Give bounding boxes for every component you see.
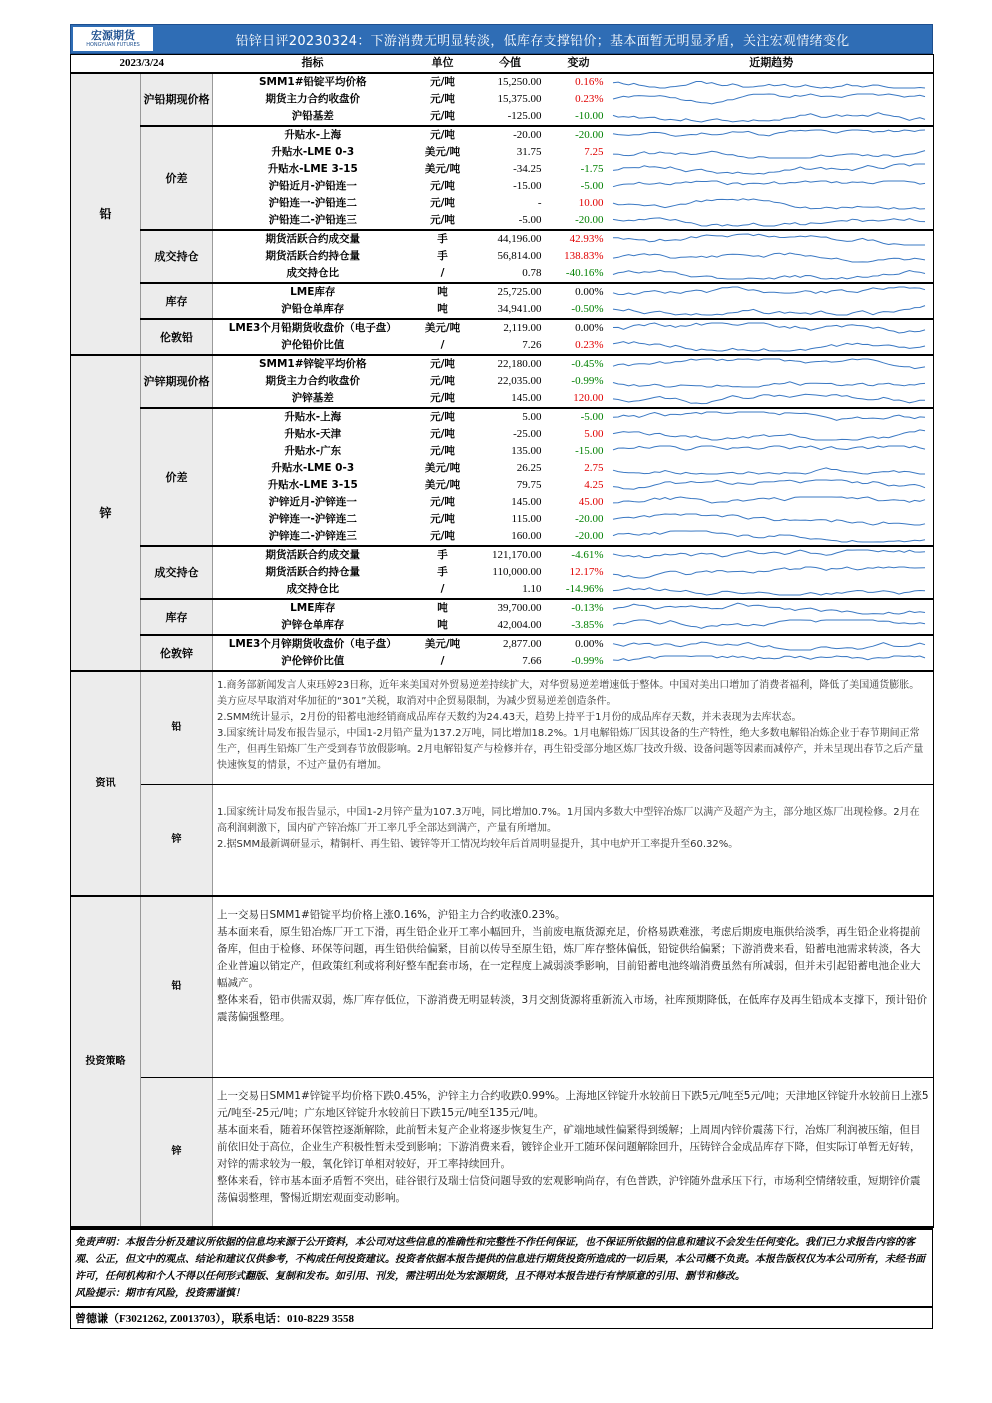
unit-cell: 元/吨	[430, 375, 455, 387]
value-cell: 0.78	[473, 265, 548, 283]
change-cell: 0.23%	[548, 337, 610, 355]
trend-line	[613, 412, 925, 420]
trend-line	[613, 497, 925, 503]
trend-sparkline	[610, 478, 928, 493]
strategy-lead-text	[213, 897, 934, 1077]
trend-sparkline	[610, 266, 928, 281]
trend-line	[613, 323, 925, 333]
news-table	[70, 672, 934, 897]
trend-cell	[610, 546, 934, 564]
trend-cell	[610, 248, 934, 265]
indicator-name: 期货活跃合约持仓量	[265, 566, 360, 578]
trend-sparkline	[610, 196, 928, 211]
trend-line	[613, 164, 925, 174]
trend-sparkline	[610, 179, 928, 194]
indicator-name: LME库存	[290, 286, 336, 298]
value-cell: -20.00	[513, 129, 542, 141]
group-label: 成交持仓	[141, 230, 213, 283]
change-cell: -40.16%	[548, 265, 610, 283]
unit-cell: 元/吨	[430, 197, 455, 209]
value-cell: 160.00	[473, 528, 548, 546]
trend-line	[613, 270, 925, 279]
trend-sparkline	[610, 128, 928, 143]
trend-cell	[610, 355, 934, 373]
value-cell: 1.10	[473, 581, 548, 599]
indicator-name: 沪伦铅价比值	[213, 337, 413, 355]
trend-line	[613, 567, 925, 578]
change-cell: 0.00%	[575, 286, 604, 298]
unit-cell: 手	[437, 566, 448, 578]
table-row	[71, 126, 934, 144]
header-trend: 近期趋势	[610, 55, 934, 74]
change-cell: -0.45%	[571, 358, 604, 370]
unit-cell: 美元/吨	[424, 146, 461, 158]
strategy-lead-label: 铅	[141, 897, 213, 1077]
unit-cell: 美元/吨	[424, 462, 461, 474]
change-cell: 10.00	[578, 197, 604, 209]
unit-cell: 元/吨	[430, 180, 455, 192]
change-cell: -5.00	[580, 411, 604, 423]
header-indicator: 指标	[213, 55, 413, 74]
value-cell: 25,725.00	[497, 286, 542, 298]
report-title: 铅锌日评20230324：下游消费无明显转淡，低库存支撑铅价；基本面暂无明显矛盾，关注宏观情绪变化	[235, 33, 850, 49]
change-cell: 12.17%	[569, 566, 604, 578]
lead-category-label: 铅	[71, 73, 141, 355]
logo-main-text: 宏源期货	[91, 29, 135, 42]
unit-cell: /	[413, 337, 473, 355]
change-cell: -20.00	[548, 528, 610, 546]
value-cell: -25.00	[513, 428, 542, 440]
company-logo	[73, 27, 153, 51]
group-label: 库存	[141, 283, 213, 319]
indicator-name: SMM1#铅锭平均价格	[258, 76, 367, 88]
trend-cell	[610, 494, 934, 511]
strategy-lead-body: 上一交易日SMM1#铅锭平均价格上涨0.16%，沪铅主力合约收涨0.23%。 基本面来看，原生铅冶炼厂开工下滑，再生铅企业开工率小幅回升，当前废电瓶货源充足，价格易跌难涨，考虑后期废电瓶供给淡季，再生铅企业将提前备库，但由于检修、环保等问题，再生铅供给偏紧，目前以传导至原生铅，炼厂库存整体偏低，铅锭供给偏紧；下游消费来看，铅蓄电池需求转淡，各大企业普遍以销定产，但政策红利或将利好整车配套市场，在一定程度上减弱淡季影响，目前铅蓄电池终端消费虽然有所减弱，但并未引起铅蓄电池企业大幅减产。 整体来看，铅市供需双弱，炼厂库存低位，下游消费无明显转淡，3月交割货源将重新流入市场，社库预期降低，在低库存及再生铅成本支撑下，预计铅价震荡偏强整理。	[217, 909, 928, 1023]
unit-cell: 美元/吨	[424, 638, 461, 650]
trend-sparkline	[610, 495, 928, 510]
indicator-name: 沪铅基差	[213, 108, 413, 126]
indicator-name: 升贴水-广东	[284, 445, 342, 457]
trend-line	[613, 480, 925, 489]
trend-line	[613, 359, 925, 369]
trend-line	[613, 656, 925, 661]
trend-cell	[610, 212, 934, 230]
trend-line	[613, 181, 925, 187]
group-label: 沪锌期现价格	[141, 355, 213, 408]
unit-cell: 元/吨	[430, 513, 455, 525]
unit-cell: 手	[437, 233, 448, 245]
indicator-name: 沪锌基差	[213, 390, 413, 408]
indicator-name: 沪锌仓单库存	[213, 617, 413, 635]
value-cell: 121,170.00	[492, 549, 542, 561]
trend-line	[613, 287, 925, 295]
indicator-name: 期货活跃合约成交量	[265, 233, 360, 245]
value-cell: -125.00	[473, 108, 548, 126]
news-lead-body: 1.商务部新闻发言人束珏婷23日称，近年来美国对外贸易逆差持续扩大，对华贸易逆差增速低于整体。中国对美出口增加了消费者福利，降低了美国通货膨胀。美方应尽早取消对华加征的“301”关税，取消对中企贸易限制，为减少贸易逆差创造条件。 2.SMM统计显示，2月份的铅蓄电池经销商成品库存天数约为24.43天，趋势上持平于1月份的成品库存天数，并未表现为去库状态。 3.国家统计局发布报告显示，中国1-2月铅产量为137.2万吨，同比增加18.2%。1月电解铅炼厂因其设备的生产特性，绝大多数电解铅冶炼企业于春节期间正常生产，但再生铅炼厂生产受到春节放假影响。2月电解铅复产与检修并存，再生铅受部分地区炼厂技改升级、设备问题等因素而减停产，并未呈现出春节之后产量快速恢复的情景，不过产量仍有增加。	[217, 680, 924, 771]
change-cell: -0.99%	[571, 375, 604, 387]
trend-cell	[610, 73, 934, 91]
trend-line	[613, 394, 925, 403]
trend-line	[613, 199, 925, 209]
trend-sparkline	[610, 338, 928, 353]
market-data-table	[70, 54, 934, 672]
trend-sparkline	[610, 302, 928, 317]
trend-sparkline	[610, 374, 928, 389]
news-lead-label: 铅	[141, 672, 213, 785]
header-value: 今值	[473, 55, 548, 74]
trend-sparkline	[610, 548, 928, 563]
table-row	[71, 599, 934, 617]
table-header-row	[71, 55, 934, 74]
change-cell: 0.00%	[575, 322, 604, 334]
trend-cell	[610, 581, 934, 599]
indicator-name: 升贴水-LME 3-15	[267, 163, 358, 175]
unit-cell: 元/吨	[413, 108, 473, 126]
indicator-name: LME库存	[290, 602, 336, 614]
trend-line	[613, 446, 925, 450]
trend-cell	[610, 144, 934, 161]
unit-cell: 吨	[413, 617, 473, 635]
change-cell: -4.61%	[571, 549, 604, 561]
value-cell: 42,004.00	[473, 617, 548, 635]
change-cell: -5.00	[580, 180, 604, 192]
trend-line	[613, 588, 925, 595]
trend-cell	[610, 511, 934, 528]
group-label: 库存	[141, 599, 213, 635]
indicator-name: 沪铅连二-沪铅连三	[213, 212, 413, 230]
trend-line	[613, 382, 925, 387]
trend-sparkline	[610, 213, 928, 228]
unit-cell: /	[413, 581, 473, 599]
value-cell: 110,000.00	[492, 566, 542, 578]
unit-cell: 元/吨	[430, 445, 455, 457]
trend-line	[613, 253, 925, 262]
change-cell: 7.25	[584, 146, 604, 158]
change-cell: 42.93%	[569, 233, 604, 245]
trend-cell	[610, 426, 934, 443]
trend-cell	[610, 528, 934, 546]
report-banner	[70, 24, 933, 54]
trend-cell	[610, 108, 934, 126]
trend-line	[613, 151, 925, 158]
indicator-name: 期货活跃合约持仓量	[265, 250, 360, 262]
indicator-name: 升贴水-天津	[284, 428, 342, 440]
indicator-name: 沪铅连一-沪铅连二	[268, 197, 357, 209]
trend-sparkline	[610, 249, 928, 264]
zinc-category-label: 锌	[71, 355, 141, 671]
unit-cell: 吨	[413, 301, 473, 319]
indicator-name: 期货活跃合约成交量	[265, 549, 360, 561]
indicator-name: 沪伦锌价比值	[213, 653, 413, 671]
unit-cell: 美元/吨	[424, 322, 461, 334]
trend-line	[613, 550, 925, 558]
value-cell: 7.26	[473, 337, 548, 355]
change-cell: 4.25	[584, 479, 604, 491]
trend-line	[613, 113, 925, 122]
unit-cell: 吨	[437, 286, 448, 298]
trend-sparkline	[610, 285, 928, 300]
value-cell: 44,196.00	[497, 233, 542, 245]
value-cell: 115.00	[511, 513, 542, 525]
strategy-zinc-label: 锌	[141, 1077, 213, 1227]
trend-cell	[610, 319, 934, 337]
indicator-name: 期货主力合约收盘价	[265, 93, 360, 105]
trend-line	[613, 82, 925, 89]
author-contact: 曾德谦（F3021262, Z0013703），联系电话：010-8229 3558	[70, 1307, 933, 1329]
trend-cell	[610, 635, 934, 653]
value-cell: -34.25	[513, 163, 542, 175]
unit-cell: /	[413, 265, 473, 283]
trend-cell	[610, 265, 934, 283]
trend-line	[613, 603, 925, 614]
change-cell: -3.85%	[548, 617, 610, 635]
value-cell: 145.00	[511, 496, 542, 508]
trend-line	[613, 342, 925, 351]
trend-cell	[610, 477, 934, 494]
value-cell: 79.75	[516, 479, 542, 491]
trend-sparkline	[610, 582, 928, 597]
strategy-table	[70, 897, 934, 1228]
trend-sparkline	[610, 75, 928, 90]
report-date: 2023/3/24	[71, 55, 213, 74]
trend-sparkline	[610, 461, 928, 476]
indicator-name: 沪锌近月-沪锌连一	[268, 496, 357, 508]
unit-cell: 元/吨	[430, 76, 455, 88]
group-label: 价差	[141, 126, 213, 230]
trend-sparkline	[610, 162, 928, 177]
trend-sparkline	[610, 654, 928, 669]
table-row	[71, 355, 934, 373]
unit-cell: 吨	[437, 602, 448, 614]
group-label: 伦敦锌	[141, 635, 213, 671]
trend-sparkline	[610, 618, 928, 633]
unit-cell: 美元/吨	[424, 479, 461, 491]
disclaimer	[70, 1228, 933, 1307]
indicator-name: LME3个月铅期货收盘价（电子盘）	[228, 322, 397, 334]
change-cell: -20.00	[575, 129, 604, 141]
value-cell: 2,877.00	[503, 638, 542, 650]
change-cell: 5.00	[584, 428, 604, 440]
trend-cell	[610, 301, 934, 319]
change-cell: -0.50%	[548, 301, 610, 319]
table-row	[71, 319, 934, 337]
trend-line	[613, 531, 925, 542]
trend-sparkline	[610, 391, 928, 406]
trend-line	[613, 620, 925, 628]
change-cell: 0.00%	[575, 638, 604, 650]
unit-cell: 元/吨	[430, 428, 455, 440]
table-row	[71, 408, 934, 426]
table-row	[71, 73, 934, 91]
trend-cell	[610, 230, 934, 248]
indicator-name: 成交持仓比	[213, 581, 413, 599]
news-lead-text	[213, 672, 934, 785]
news-zinc-text	[213, 785, 934, 897]
indicator-name: 沪铅近月-沪铅连一	[268, 180, 357, 192]
trend-sparkline	[610, 529, 928, 544]
value-cell: 5.00	[522, 411, 542, 423]
table-row	[71, 283, 934, 301]
table-row	[71, 546, 934, 564]
trend-cell	[610, 178, 934, 195]
indicator-name: 沪锌连一-沪锌连二	[268, 513, 357, 525]
unit-cell: 元/吨	[430, 129, 455, 141]
value-cell: 39,700.00	[497, 602, 542, 614]
change-cell: 2.75	[584, 462, 604, 474]
indicator-name: SMM1#锌锭平均价格	[258, 358, 367, 370]
value-cell: 2,119.00	[503, 322, 542, 334]
indicator-name: 升贴水-LME 0-3	[271, 462, 355, 474]
trend-line	[613, 130, 925, 136]
trend-cell	[610, 337, 934, 355]
unit-cell: 元/吨	[413, 390, 473, 408]
trend-sparkline	[610, 427, 928, 442]
value-cell: 22,180.00	[497, 358, 542, 370]
group-label: 成交持仓	[141, 546, 213, 599]
unit-cell: 元/吨	[430, 93, 455, 105]
trend-line	[613, 94, 925, 104]
value-cell: 135.00	[511, 445, 542, 457]
trend-line	[613, 642, 925, 650]
unit-cell: /	[413, 653, 473, 671]
trend-sparkline	[610, 444, 928, 459]
change-cell: -0.13%	[571, 602, 604, 614]
unit-cell: 元/吨	[413, 528, 473, 546]
trend-cell	[610, 460, 934, 477]
trend-sparkline	[610, 145, 928, 160]
trend-line	[613, 430, 925, 440]
change-cell: -15.00	[575, 445, 604, 457]
change-cell: -20.00	[548, 212, 610, 230]
group-label: 价差	[141, 408, 213, 546]
change-cell: -10.00	[548, 108, 610, 126]
change-cell: 45.00	[578, 496, 604, 508]
trend-line	[613, 468, 925, 474]
trend-line	[613, 306, 925, 315]
news-zinc-body: 1.国家统计局发布报告显示，中国1-2月锌产量为107.3万吨，同比增加0.7%。1月国内多数大中型锌冶炼厂以满产及超产为主，部分地区炼厂出现检修。2月在高利润刺激下，国内矿产锌冶炼厂开工率几乎全部达到满产，产量有所增加。 2.据SMM最新调研显示，精铜杆、再生铅、镀锌等开工情况均较年后首周明显提升，其中电炉开工率提升至60.32%。	[217, 807, 920, 850]
value-cell: 31.75	[516, 146, 542, 158]
table-row	[71, 635, 934, 653]
table-row	[71, 230, 934, 248]
value-cell: -	[537, 197, 542, 209]
value-cell: 15,375.00	[497, 93, 542, 105]
trend-line	[613, 234, 925, 245]
indicator-name: 升贴水-上海	[284, 129, 342, 141]
trend-sparkline	[610, 410, 928, 425]
trend-cell	[610, 126, 934, 144]
change-cell: 120.00	[548, 390, 610, 408]
change-cell: -0.99%	[548, 653, 610, 671]
trend-sparkline	[610, 321, 928, 336]
unit-cell: 美元/吨	[424, 163, 461, 175]
value-cell: 34,941.00	[473, 301, 548, 319]
value-cell: 22,035.00	[497, 375, 542, 387]
trend-cell	[610, 161, 934, 178]
news-section-label: 资讯	[71, 672, 141, 896]
trend-cell	[610, 283, 934, 301]
strategy-zinc-text	[213, 1077, 934, 1227]
trend-sparkline	[610, 109, 928, 124]
change-cell: -20.00	[575, 513, 604, 525]
news-zinc-label: 锌	[141, 785, 213, 897]
unit-cell: 元/吨	[413, 212, 473, 230]
trend-sparkline	[610, 601, 928, 616]
indicator-name: 沪锌连二-沪锌连三	[213, 528, 413, 546]
header-change: 变动	[548, 55, 610, 74]
trend-cell	[610, 195, 934, 212]
strategy-section-label: 投资策略	[71, 897, 141, 1227]
trend-sparkline	[610, 512, 928, 527]
trend-sparkline	[610, 357, 928, 372]
trend-cell	[610, 443, 934, 460]
unit-cell: 元/吨	[430, 411, 455, 423]
unit-cell: 手	[437, 549, 448, 561]
value-cell: 26.25	[516, 462, 542, 474]
value-cell: -15.00	[513, 180, 542, 192]
indicator-name: 成交持仓比	[213, 265, 413, 283]
trend-cell	[610, 91, 934, 108]
trend-cell	[610, 653, 934, 671]
change-cell: 138.83%	[564, 250, 604, 262]
trend-line	[613, 218, 925, 226]
indicator-name: 升贴水-LME 3-15	[267, 479, 358, 491]
value-cell: 7.66	[473, 653, 548, 671]
indicator-name: 期货主力合约收盘价	[265, 375, 360, 387]
logo-sub-text: HONGYUAN FUTURES	[86, 42, 140, 48]
trend-sparkline	[610, 637, 928, 652]
strategy-zinc-body: 上一交易日SMM1#锌锭平均价格下跌0.45%，沪锌主力合约收跌0.99%。上海地区锌锭升水较前日下跌5元/吨至5元/吨；天津地区锌锭升水较前日上涨5元/吨至-25元/吨；广东地区锌锭升水较前日下跌15元/吨至135元/吨。 基本面来看，随着环保管控逐渐解除，此前暂未复产企业将逐步恢复生产，矿端地域性偏紧得到缓解；上周周内锌价震荡下行，冶炼厂利润被压缩，但目前依旧处于高位，企业生产积极性暂未受到影响；下游消费来看，镀锌企业开工随环保问题解除回升，压铸锌合金成品库存下降，但实际订单暂无好转，对锌的需求较为一般，氧化锌订单相对较好，开工率持续回升。 整体来看，锌市基本面矛盾暂不突出，硅谷银行及瑞士信贷问题导致的宏观影响尚存，有色普跌，沪锌随外盘承压下行，市场利空情绪较重，短期锌价震荡偏弱整理，警惕近期宏观面变动影响。	[217, 1089, 929, 1204]
indicator-name: 沪铅仓单库存	[213, 301, 413, 319]
trend-cell	[610, 617, 934, 635]
value-cell: 56,814.00	[497, 250, 542, 262]
indicator-name: 升贴水-上海	[284, 411, 342, 423]
trend-cell	[610, 564, 934, 581]
group-label: 伦敦铅	[141, 319, 213, 355]
disclaimer-text: 免责声明：本报告分析及建议所依据的信息均来源于公开资料，本公司对这些信息的准确性和完整性不作任何保证，也不保证所依据的信息和建议不会发生任何变化。我们已力求报告内容的客观、公正，但文中的观点、结论和建议仅供参考，不构成任何投资建议。投资者依据本报告提供的信息进行期货投资所造成的一切后果，本公司概不负责。本报告版权仅为本公司所有，未经书面许可，任何机构和个人不得以任何形式翻版、复制和发布。如引用、刊发，需注明出处为宏源期货，且不得对本报告进行有悖原意的引用、删节和修改。 风险提示：期市有风险，投资需谨慎！	[75, 1237, 925, 1299]
indicator-name: 升贴水-LME 0-3	[271, 146, 355, 158]
change-cell: 0.16%	[575, 76, 604, 88]
group-label: 沪铅期现价格	[141, 73, 213, 126]
change-cell: -1.75	[580, 163, 604, 175]
trend-sparkline	[610, 92, 928, 107]
value-cell: 15,250.00	[497, 76, 542, 88]
trend-cell	[610, 599, 934, 617]
change-cell: -14.96%	[548, 581, 610, 599]
trend-cell	[610, 373, 934, 390]
value-cell: -5.00	[473, 212, 548, 230]
unit-cell: 手	[437, 250, 448, 262]
trend-line	[613, 514, 925, 525]
trend-cell	[610, 408, 934, 426]
value-cell: 145.00	[473, 390, 548, 408]
unit-cell: 元/吨	[430, 358, 455, 370]
trend-cell	[610, 390, 934, 408]
unit-cell: 元/吨	[430, 496, 455, 508]
indicator-name: LME3个月锌期货收盘价（电子盘）	[228, 638, 397, 650]
change-cell: 0.23%	[575, 93, 604, 105]
header-unit: 单位	[413, 55, 473, 74]
trend-sparkline	[610, 565, 928, 580]
trend-sparkline	[610, 232, 928, 247]
